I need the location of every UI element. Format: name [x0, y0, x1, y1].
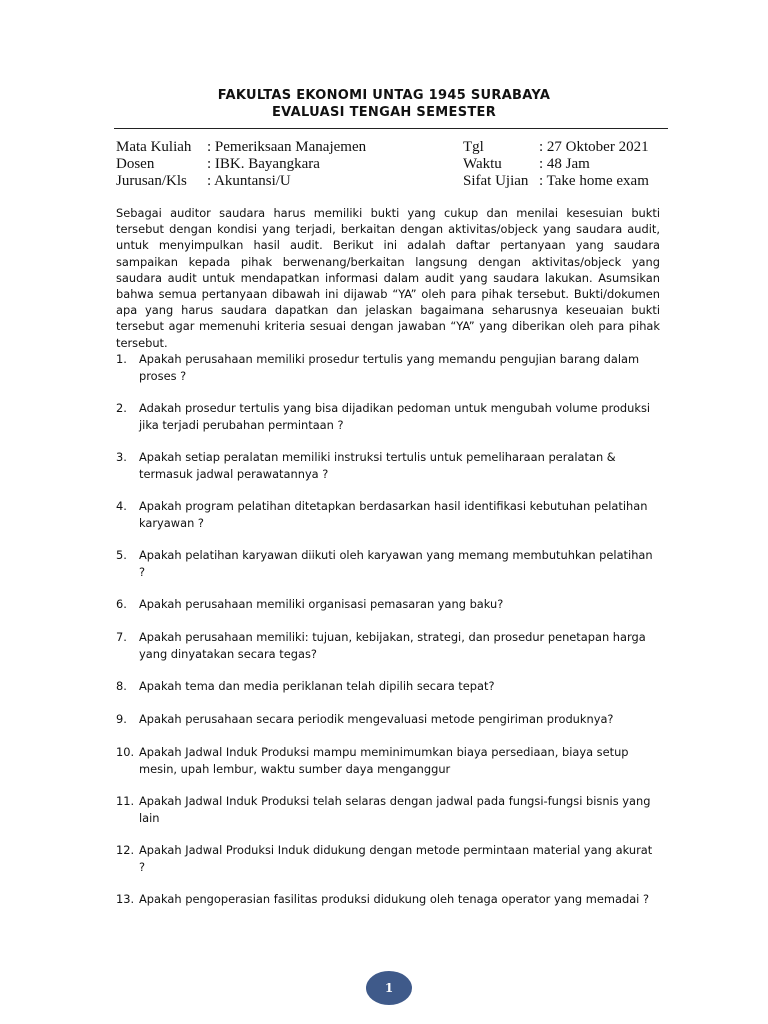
meta-value-date: : 27 Oktober 2021: [539, 139, 649, 155]
meta-value-time: : 48 Jam: [539, 156, 590, 172]
question-item: [116, 793, 656, 826]
meta-label-exam-type: Sifat Ujian: [463, 173, 529, 189]
faculty-title: FAKULTAS EKONOMI UNTAG 1945 SURABAYA: [217, 88, 551, 103]
instructions-paragraph: Sebagai auditor saudara harus memiliki bukti yang cukup dan menilai kesesuian bukti tersebut dengan kondisi yang terjadi, berkaitan dengan aktivitas/objeck yang saudara audit, untuk menyimpulkan hasil audit. Berikut ini adalah daftar pertanyaan yang saudara sampaikan kepada pihak berwenang/berkaitan langsung dengan aktivitas/objeck yang saudara audit untuk mendapatkan informasi dalam audit yang saudara lakukan. Asumsikan bahwa semua pertanyaan dibawah ini dijawab “YA” oleh para pihak tersebut. Bukti/dokumen apa yang harus saudara dapatkan dan jelaskan bagaimana seharusnya keseuaian bukti tersebut agar memenuhi kriteria sesuai dengan jawaban “YA” yang diberikan oleh para pihak tersebut.: [116, 206, 660, 350]
question-item: [116, 547, 656, 580]
question-item: [116, 711, 656, 728]
meta-label-date: Tgl: [463, 139, 484, 155]
meta-value-exam-type: : Take home exam: [539, 173, 649, 189]
question-text: Apakah program pelatihan ditetapkan berdasarkan hasil identifikasi kebutuhan pelatihan karyawan ?: [139, 499, 648, 530]
question-text: Apakah Jadwal Induk Produksi mampu meminimumkan biaya persediaan, biaya setup mesin, upah lembur, waktu sumber daya menganggur: [139, 745, 629, 776]
header-divider: [114, 128, 668, 129]
meta-label-lecturer: Dosen: [116, 156, 155, 172]
meta-value-course: : Pemeriksaan Manajemen: [207, 139, 367, 155]
question-text: Apakah perusahaan memiliki: tujuan, kebijakan, strategi, dan prosedur penetapan harga yang dinyatakan secara tegas?: [139, 630, 646, 661]
question-item: [116, 629, 656, 662]
question-text: Apakah pelatihan karyawan diikuti oleh karyawan yang memang membutuhkan pelatihan ?: [139, 548, 653, 579]
question-item: [116, 891, 656, 908]
question-text: Apakah perusahaan secara periodik mengevaluasi metode pengiriman produknya?: [139, 712, 614, 726]
meta-value-lecturer: : IBK. Bayangkara: [207, 156, 320, 172]
question-number: 9.: [116, 712, 127, 726]
question-number: 11.: [116, 794, 135, 808]
meta-label-course: Mata Kuliah: [116, 139, 192, 155]
question-number: 5.: [116, 548, 127, 562]
question-item: [116, 596, 656, 613]
question-item: [116, 449, 656, 482]
question-number: 4.: [116, 499, 127, 513]
question-item: [116, 498, 656, 531]
question-text: Apakah setiap peralatan memiliki instruksi tertulis untuk pemeliharaan peralatan & termasuk jadwal perawatannya ?: [139, 450, 616, 481]
exam-title: EVALUASI TENGAH SEMESTER: [271, 105, 497, 120]
page-number-badge: 1: [366, 971, 412, 1005]
question-number: 8.: [116, 679, 127, 693]
question-number: 13.: [116, 892, 135, 906]
question-number: 2.: [116, 401, 127, 415]
meta-label-time: Waktu: [463, 156, 502, 172]
question-text: Adakah prosedur tertulis yang bisa dijadikan pedoman untuk mengubah volume produksi jika terjadi perubahan permintaan ?: [139, 401, 651, 432]
meta-value-major: : Akuntansi/U: [207, 173, 291, 189]
question-text: Apakah tema dan media periklanan telah dipilih secara tepat?: [139, 679, 495, 693]
question-item: [116, 842, 656, 875]
question-number: 12.: [116, 843, 135, 857]
question-text: Apakah perusahaan memiliki organisasi pemasaran yang baku?: [139, 597, 504, 611]
meta-label-major: Jurusan/Kls: [116, 173, 187, 189]
question-number: 1.: [116, 352, 127, 366]
question-item: [116, 351, 656, 384]
question-item: [116, 678, 656, 695]
question-number: 3.: [116, 450, 127, 464]
question-text: Apakah perusahaan memiliki prosedur tertulis yang memandu pengujian barang dalam proses ?: [139, 352, 640, 383]
question-item: [116, 744, 656, 777]
question-text: Apakah pengoperasian fasilitas produksi didukung oleh tenaga operator yang memadai ?: [139, 892, 650, 906]
question-number: 6.: [116, 597, 127, 611]
question-item: [116, 400, 656, 433]
question-number: 7.: [116, 630, 127, 644]
question-number: 10.: [116, 745, 135, 759]
question-text: Apakah Jadwal Induk Produksi telah selaras dengan jadwal pada fungsi-fungsi bisnis yang lain: [139, 794, 651, 825]
question-text: Apakah Jadwal Produksi Induk didukung dengan metode permintaan material yang akurat ?: [139, 843, 653, 874]
